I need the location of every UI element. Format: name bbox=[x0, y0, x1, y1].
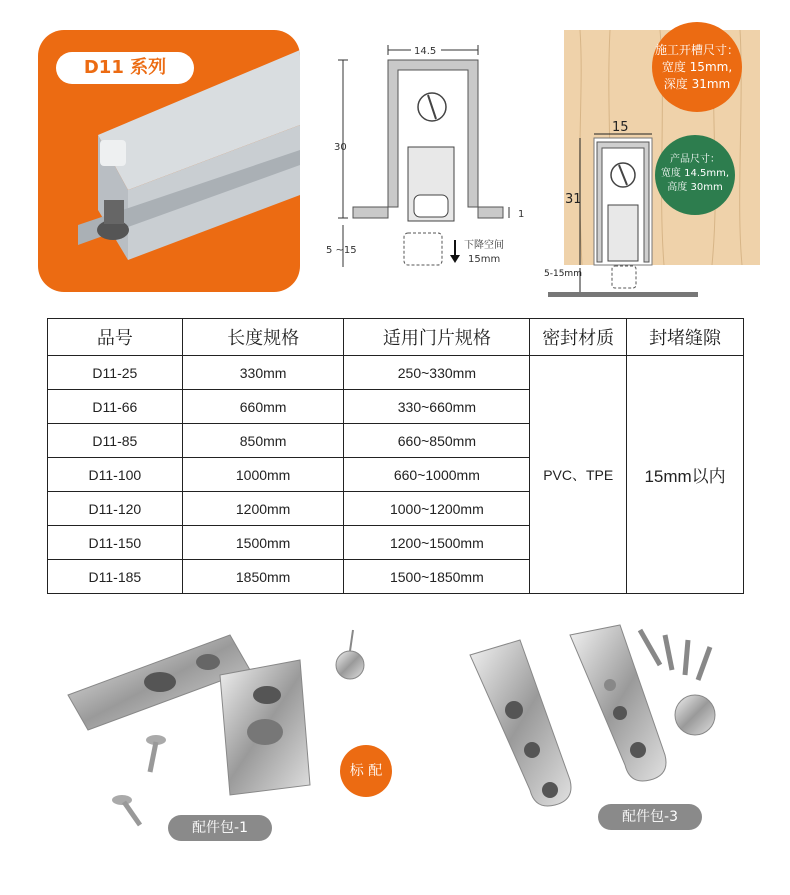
cell-model: D11-85 bbox=[48, 424, 183, 458]
cell-door: 250~330mm bbox=[344, 356, 530, 390]
drop-dimension: 5-15mm bbox=[544, 269, 582, 279]
seal-strip-end bbox=[100, 140, 126, 166]
kit-3-label: 配件包-3 bbox=[598, 804, 702, 830]
product-callout-line-3: 高度 30mm bbox=[667, 182, 723, 193]
header-material: 密封材质 bbox=[530, 319, 627, 356]
accessory-kit-3-illustration bbox=[460, 615, 760, 815]
slot-callout-line-2: 宽度 15mm, bbox=[661, 60, 733, 74]
cell-model: D11-100 bbox=[48, 458, 183, 492]
cell-model: D11-25 bbox=[48, 356, 183, 390]
height-dimension: 30 bbox=[334, 142, 347, 153]
cell-door: 330~660mm bbox=[344, 390, 530, 424]
cell-model: D11-150 bbox=[48, 526, 183, 560]
cell-length: 1850mm bbox=[182, 560, 344, 594]
product-size-callout bbox=[655, 135, 735, 215]
cell-door: 1200~1500mm bbox=[344, 526, 530, 560]
cell-gap: 15mm以内 bbox=[627, 356, 744, 594]
pin-icon bbox=[336, 651, 364, 679]
header-gap: 封堵缝隙 bbox=[627, 319, 744, 356]
slot-depth-dimension: 31 bbox=[565, 192, 582, 207]
header-length: 长度规格 bbox=[182, 319, 344, 356]
slot-callout-line-3: 深度 31mm bbox=[663, 77, 731, 91]
cell-door: 1500~1850mm bbox=[344, 560, 530, 594]
cell-door: 660~850mm bbox=[344, 424, 530, 458]
standard-badge: 标 配 bbox=[340, 745, 392, 797]
product-callout-line-1: 产品尺寸： bbox=[670, 154, 720, 165]
cell-length: 1000mm bbox=[182, 458, 344, 492]
floor-line bbox=[548, 292, 698, 297]
table-row bbox=[48, 356, 744, 390]
kit-1-label: 配件包-1 bbox=[168, 815, 272, 841]
cell-length: 330mm bbox=[182, 356, 344, 390]
header-door: 适用门片规格 bbox=[344, 319, 530, 356]
cell-length: 850mm bbox=[182, 424, 344, 458]
cell-length: 660mm bbox=[182, 390, 344, 424]
base-dimension: 1 bbox=[518, 209, 525, 220]
cap-icon bbox=[675, 695, 715, 735]
product-photo-card bbox=[38, 30, 300, 292]
cell-model: D11-120 bbox=[48, 492, 183, 526]
drop-space-value: 15mm bbox=[468, 254, 501, 265]
drop-dimension: 5 ~15 bbox=[326, 245, 357, 256]
slot-width-dimension: 15 bbox=[612, 120, 629, 135]
screw-icon bbox=[146, 735, 166, 772]
spec-table bbox=[47, 318, 744, 594]
series-badge: D11 系列 bbox=[56, 52, 194, 84]
table-header-row bbox=[48, 319, 744, 356]
screw-icon bbox=[640, 630, 710, 680]
cross-section-diagram bbox=[318, 35, 528, 275]
cell-model: D11-66 bbox=[48, 390, 183, 424]
cell-material: PVC、TPE bbox=[530, 356, 627, 594]
slot-size-callout bbox=[652, 22, 742, 112]
width-dimension: 14.5 bbox=[414, 46, 437, 57]
cell-model: D11-185 bbox=[48, 560, 183, 594]
cell-length: 1500mm bbox=[182, 526, 344, 560]
slot-callout-line-1: 施工开槽尺寸： bbox=[654, 43, 739, 57]
header-model: 品号 bbox=[48, 319, 183, 356]
bracket-plate-icon bbox=[470, 640, 571, 806]
cell-door: 660~1000mm bbox=[344, 458, 530, 492]
product-callout-line-2: 宽度 14.5mm, bbox=[660, 168, 730, 179]
drop-space-label: 下降空间 bbox=[464, 240, 504, 251]
screw-icon bbox=[112, 795, 140, 825]
cell-length: 1200mm bbox=[182, 492, 344, 526]
cell-door: 1000~1200mm bbox=[344, 492, 530, 526]
